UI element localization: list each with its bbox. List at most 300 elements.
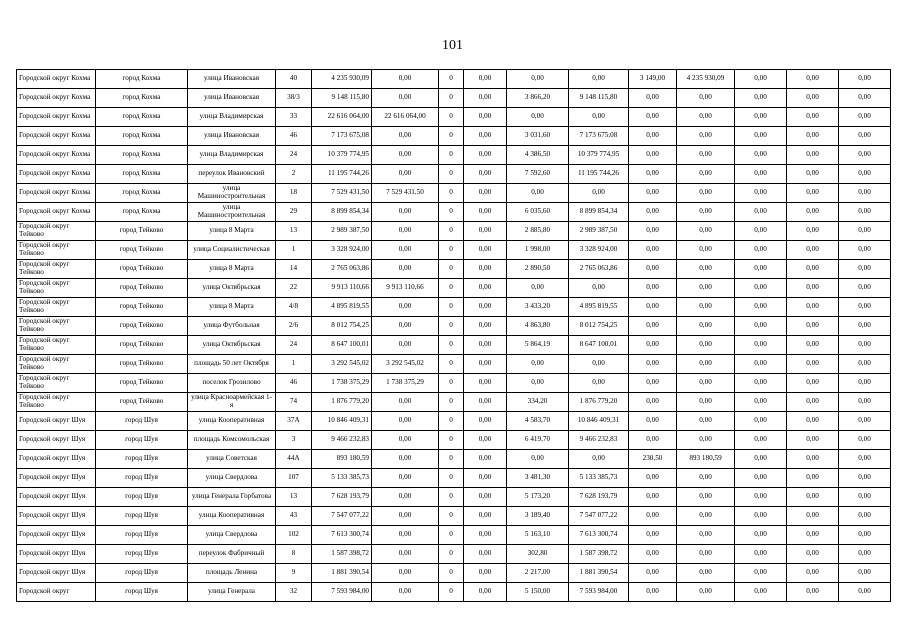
cell-cost-col-6: 7 613 300,74 [569, 526, 629, 545]
table-row [17, 279, 891, 298]
housing-repair-table [16, 69, 891, 602]
cell-area-col: 3 481,30 [507, 469, 569, 488]
cell-cost-col-9: 0,00 [735, 241, 787, 260]
cell-cost-col-4: 0,00 [464, 488, 507, 507]
cell-cost-col-4: 0,00 [464, 165, 507, 184]
table-row [17, 127, 891, 146]
cell-cost-col-2: 0,00 [372, 393, 439, 412]
cell-cost-col-9: 0,00 [735, 412, 787, 431]
cell-cost-col-2: 0,00 [372, 526, 439, 545]
cell-cost-col-6: 8 012 754,25 [569, 317, 629, 336]
cell-cost-col-9: 0,00 [735, 355, 787, 374]
table-row [17, 450, 891, 469]
cell-cost-col-10: 0,00 [787, 564, 839, 583]
cell-settlement: город Кохма [96, 165, 188, 184]
cell-street: улица 8 Марта [188, 222, 276, 241]
cell-street: улица Ивановская [188, 70, 276, 89]
table-row [17, 374, 891, 393]
cell-cost-col-9: 0,00 [735, 184, 787, 203]
table-row [17, 355, 891, 374]
cell-cost-col-8: 0,00 [677, 336, 735, 355]
cell-cost-col-10: 0,00 [787, 89, 839, 108]
cell-house-number: 74 [276, 393, 312, 412]
cell-cost-col-11: 0,00 [839, 526, 891, 545]
cell-settlement: город Кохма [96, 108, 188, 127]
table-row [17, 412, 891, 431]
cell-area-col: 0,00 [507, 355, 569, 374]
cell-house-number: 2/6 [276, 317, 312, 336]
cell-cost-col-2: 0,00 [372, 336, 439, 355]
cell-district: Городской округ Шуя [17, 431, 96, 450]
cell-cost-col-10: 0,00 [787, 583, 839, 602]
cell-cost-col-8: 0,00 [677, 165, 735, 184]
cell-area-col: 5 173,20 [507, 488, 569, 507]
cell-house-number: 107 [276, 469, 312, 488]
cell-cost-col-9: 0,00 [735, 374, 787, 393]
cell-district: Городской округ Тейково [17, 355, 96, 374]
cell-count-col: 0 [439, 488, 464, 507]
cell-cost-col-2: 0,00 [372, 222, 439, 241]
table-row [17, 507, 891, 526]
cell-cost-col-2: 0,00 [372, 317, 439, 336]
cell-total-cost: 2 989 387,50 [312, 222, 372, 241]
cell-area-col: 0,00 [507, 450, 569, 469]
cell-area-col-2: 0,00 [629, 526, 677, 545]
cell-house-number: 43 [276, 507, 312, 526]
cell-cost-col-2: 22 616 064,00 [372, 108, 439, 127]
cell-cost-col-4: 0,00 [464, 355, 507, 374]
cell-cost-col-8: 0,00 [677, 298, 735, 317]
cell-cost-col-11: 0,00 [839, 203, 891, 222]
cell-area-col: 5 150,00 [507, 583, 569, 602]
cell-cost-col-11: 0,00 [839, 583, 891, 602]
cell-cost-col-10: 0,00 [787, 355, 839, 374]
table-row [17, 298, 891, 317]
cell-district: Городской округ Шуя [17, 412, 96, 431]
cell-cost-col-11: 0,00 [839, 241, 891, 260]
cell-street: улица Ивановская [188, 89, 276, 108]
cell-cost-col-2: 0,00 [372, 488, 439, 507]
cell-district: Городской округ Кохма [17, 165, 96, 184]
cell-house-number: 3 [276, 431, 312, 450]
cell-count-col: 0 [439, 260, 464, 279]
cell-cost-col-6: 0,00 [569, 450, 629, 469]
cell-cost-col-8: 0,00 [677, 127, 735, 146]
cell-cost-col-6: 4 895 819,55 [569, 298, 629, 317]
cell-cost-col-6: 2 989 387,50 [569, 222, 629, 241]
cell-cost-col-4: 0,00 [464, 450, 507, 469]
cell-cost-col-9: 0,00 [735, 469, 787, 488]
cell-cost-col-8: 0,00 [677, 184, 735, 203]
cell-district: Городской округ Тейково [17, 336, 96, 355]
cell-cost-col-11: 0,00 [839, 488, 891, 507]
cell-cost-col-8: 0,00 [677, 317, 735, 336]
cell-cost-col-2: 0,00 [372, 203, 439, 222]
cell-total-cost: 1 738 375,29 [312, 374, 372, 393]
cell-cost-col-6: 0,00 [569, 279, 629, 298]
cell-cost-col-4: 0,00 [464, 184, 507, 203]
cell-cost-col-11: 0,00 [839, 89, 891, 108]
cell-cost-col-2: 0,00 [372, 507, 439, 526]
cell-count-col: 0 [439, 564, 464, 583]
cell-cost-col-9: 0,00 [735, 222, 787, 241]
cell-cost-col-4: 0,00 [464, 526, 507, 545]
cell-street: улица Футбольная [188, 317, 276, 336]
cell-total-cost: 1 881 390,54 [312, 564, 372, 583]
cell-area-col: 0,00 [507, 108, 569, 127]
cell-cost-col-2: 9 913 110,66 [372, 279, 439, 298]
cell-house-number: 9 [276, 564, 312, 583]
cell-house-number: 24 [276, 146, 312, 165]
cell-count-col: 0 [439, 70, 464, 89]
cell-cost-col-11: 0,00 [839, 165, 891, 184]
cell-count-col: 0 [439, 317, 464, 336]
cell-street: площадь Комсомольская [188, 431, 276, 450]
cell-cost-col-11: 0,00 [839, 355, 891, 374]
cell-total-cost: 7 529 431,50 [312, 184, 372, 203]
cell-area-col-2: 0,00 [629, 564, 677, 583]
cell-area-col-2: 0,00 [629, 146, 677, 165]
cell-total-cost: 8 647 100,01 [312, 336, 372, 355]
table-row [17, 89, 891, 108]
cell-cost-col-11: 0,00 [839, 450, 891, 469]
cell-area-col: 6 035,60 [507, 203, 569, 222]
cell-cost-col-6: 7 547 077,22 [569, 507, 629, 526]
cell-district: Городской округ Кохма [17, 146, 96, 165]
table-row [17, 260, 891, 279]
cell-cost-col-6: 0,00 [569, 374, 629, 393]
cell-house-number: 1 [276, 355, 312, 374]
cell-cost-col-4: 0,00 [464, 241, 507, 260]
cell-cost-col-6: 10 846 409,31 [569, 412, 629, 431]
cell-cost-col-4: 0,00 [464, 279, 507, 298]
cell-cost-col-9: 0,00 [735, 564, 787, 583]
cell-street: поселок Грозилово [188, 374, 276, 393]
cell-cost-col-4: 0,00 [464, 583, 507, 602]
cell-district: Городской округ Шуя [17, 450, 96, 469]
cell-settlement: город Тейково [96, 260, 188, 279]
cell-cost-col-8: 0,00 [677, 431, 735, 450]
cell-district: Городской округ Тейково [17, 374, 96, 393]
cell-cost-col-8: 0,00 [677, 564, 735, 583]
cell-street: улица Ивановская [188, 127, 276, 146]
cell-total-cost: 11 195 744,26 [312, 165, 372, 184]
cell-area-col: 4 863,80 [507, 317, 569, 336]
cell-area-col-2: 0,00 [629, 165, 677, 184]
cell-cost-col-11: 0,00 [839, 374, 891, 393]
cell-area-col-2: 0,00 [629, 317, 677, 336]
cell-count-col: 0 [439, 583, 464, 602]
cell-street: улица Генерала Горбатова [188, 488, 276, 507]
cell-cost-col-11: 0,00 [839, 412, 891, 431]
cell-cost-col-9: 0,00 [735, 89, 787, 108]
cell-cost-col-6: 9 466 232,83 [569, 431, 629, 450]
cell-cost-col-10: 0,00 [787, 108, 839, 127]
cell-district: Городской округ Кохма [17, 203, 96, 222]
cell-cost-col-11: 0,00 [839, 469, 891, 488]
cell-cost-col-2: 0,00 [372, 431, 439, 450]
cell-cost-col-11: 0,00 [839, 564, 891, 583]
cell-cost-col-2: 0,00 [372, 241, 439, 260]
cell-cost-col-6: 5 133 385,73 [569, 469, 629, 488]
cell-settlement: город Кохма [96, 203, 188, 222]
cell-area-col-2: 0,00 [629, 298, 677, 317]
cell-count-col: 0 [439, 450, 464, 469]
cell-cost-col-6: 1 881 390,54 [569, 564, 629, 583]
table-row [17, 469, 891, 488]
cell-settlement: город Кохма [96, 70, 188, 89]
cell-cost-col-2: 0,00 [372, 260, 439, 279]
table-row [17, 336, 891, 355]
cell-area-col: 2 890,50 [507, 260, 569, 279]
cell-cost-col-9: 0,00 [735, 203, 787, 222]
cell-area-col-2: 0,00 [629, 545, 677, 564]
cell-area-col: 0,00 [507, 279, 569, 298]
cell-cost-col-6: 7 628 193,79 [569, 488, 629, 507]
cell-settlement: город Шуя [96, 564, 188, 583]
cell-count-col: 0 [439, 393, 464, 412]
cell-district: Городской округ Тейково [17, 279, 96, 298]
cell-cost-col-6: 8 647 100,01 [569, 336, 629, 355]
cell-cost-col-9: 0,00 [735, 526, 787, 545]
cell-settlement: город Кохма [96, 89, 188, 108]
cell-house-number: 13 [276, 488, 312, 507]
cell-settlement: город Шуя [96, 469, 188, 488]
cell-cost-col-6: 8 899 854,34 [569, 203, 629, 222]
cell-area-col-2: 0,00 [629, 108, 677, 127]
cell-district: Городской округ Кохма [17, 127, 96, 146]
cell-house-number: 32 [276, 583, 312, 602]
cell-cost-col-8: 0,00 [677, 203, 735, 222]
cell-settlement: город Шуя [96, 412, 188, 431]
cell-settlement: город Тейково [96, 279, 188, 298]
cell-street: переулок Ивановский [188, 165, 276, 184]
cell-cost-col-9: 0,00 [735, 279, 787, 298]
cell-cost-col-6: 0,00 [569, 355, 629, 374]
cell-house-number: 33 [276, 108, 312, 127]
cell-cost-col-2: 0,00 [372, 89, 439, 108]
cell-count-col: 0 [439, 184, 464, 203]
cell-count-col: 0 [439, 241, 464, 260]
cell-area-col: 3 433,20 [507, 298, 569, 317]
cell-area-col-2: 0,00 [629, 374, 677, 393]
cell-house-number: 44А [276, 450, 312, 469]
cell-cost-col-4: 0,00 [464, 545, 507, 564]
cell-area-col-2: 0,00 [629, 507, 677, 526]
cell-street: улица 8 Марта [188, 260, 276, 279]
cell-settlement: город Кохма [96, 127, 188, 146]
cell-cost-col-8: 4 235 930,09 [677, 70, 735, 89]
cell-cost-col-10: 0,00 [787, 469, 839, 488]
cell-cost-col-6: 10 379 774,95 [569, 146, 629, 165]
cell-cost-col-4: 0,00 [464, 564, 507, 583]
cell-count-col: 0 [439, 412, 464, 431]
table-row [17, 222, 891, 241]
cell-cost-col-11: 0,00 [839, 317, 891, 336]
cell-cost-col-8: 0,00 [677, 355, 735, 374]
cell-house-number: 37А [276, 412, 312, 431]
cell-area-col: 1 998,00 [507, 241, 569, 260]
cell-area-col-2: 0,00 [629, 393, 677, 412]
cell-area-col: 6 419,70 [507, 431, 569, 450]
cell-cost-col-4: 0,00 [464, 108, 507, 127]
cell-cost-col-10: 0,00 [787, 393, 839, 412]
cell-district: Городской округ Тейково [17, 298, 96, 317]
cell-cost-col-2: 0,00 [372, 545, 439, 564]
cell-count-col: 0 [439, 279, 464, 298]
cell-settlement: город Шуя [96, 526, 188, 545]
cell-cost-col-8: 0,00 [677, 89, 735, 108]
cell-area-col: 3 866,20 [507, 89, 569, 108]
cell-area-col: 0,00 [507, 184, 569, 203]
cell-house-number: 38/3 [276, 89, 312, 108]
cell-cost-col-8: 893 180,59 [677, 450, 735, 469]
cell-settlement: город Шуя [96, 450, 188, 469]
cell-district: Городской округ Тейково [17, 260, 96, 279]
cell-total-cost: 1 587 398,72 [312, 545, 372, 564]
cell-district: Городской округ Кохма [17, 184, 96, 203]
cell-count-col: 0 [439, 507, 464, 526]
cell-total-cost: 7 173 675,08 [312, 127, 372, 146]
cell-settlement: город Шуя [96, 507, 188, 526]
cell-cost-col-6: 0,00 [569, 70, 629, 89]
page-number: 101 [442, 38, 463, 53]
cell-district: Городской округ Кохма [17, 70, 96, 89]
cell-cost-col-10: 0,00 [787, 241, 839, 260]
cell-area-col-2: 0,00 [629, 184, 677, 203]
cell-cost-col-8: 0,00 [677, 545, 735, 564]
cell-cost-col-6: 11 195 744,26 [569, 165, 629, 184]
cell-total-cost: 10 379 774,95 [312, 146, 372, 165]
cell-street: улица Машиностроительная [188, 184, 276, 203]
cell-count-col: 0 [439, 165, 464, 184]
cell-cost-col-11: 0,00 [839, 127, 891, 146]
cell-cost-col-6: 7 593 984,00 [569, 583, 629, 602]
cell-count-col: 0 [439, 469, 464, 488]
cell-cost-col-6: 2 765 063,86 [569, 260, 629, 279]
cell-count-col: 0 [439, 336, 464, 355]
cell-cost-col-4: 0,00 [464, 222, 507, 241]
cell-settlement: город Тейково [96, 317, 188, 336]
cell-count-col: 0 [439, 526, 464, 545]
cell-cost-col-6: 1 587 398,72 [569, 545, 629, 564]
cell-area-col: 5 864,19 [507, 336, 569, 355]
cell-house-number: 8 [276, 545, 312, 564]
cell-cost-col-4: 0,00 [464, 127, 507, 146]
cell-cost-col-4: 0,00 [464, 203, 507, 222]
cell-count-col: 0 [439, 127, 464, 146]
cell-house-number: 24 [276, 336, 312, 355]
cell-area-col: 4 386,50 [507, 146, 569, 165]
cell-cost-col-10: 0,00 [787, 336, 839, 355]
cell-cost-col-8: 0,00 [677, 241, 735, 260]
cell-count-col: 0 [439, 298, 464, 317]
cell-settlement: город Тейково [96, 241, 188, 260]
cell-cost-col-8: 0,00 [677, 583, 735, 602]
cell-cost-col-8: 0,00 [677, 146, 735, 165]
cell-street: улица Октябрьская [188, 336, 276, 355]
cell-total-cost: 2 765 063,86 [312, 260, 372, 279]
cell-cost-col-2: 0,00 [372, 583, 439, 602]
cell-cost-col-2: 0,00 [372, 127, 439, 146]
cell-total-cost: 3 328 924,00 [312, 241, 372, 260]
cell-house-number: 4/8 [276, 298, 312, 317]
cell-area-col: 3 031,60 [507, 127, 569, 146]
cell-cost-col-4: 0,00 [464, 431, 507, 450]
cell-total-cost: 4 235 930,09 [312, 70, 372, 89]
cell-house-number: 13 [276, 222, 312, 241]
cell-cost-col-4: 0,00 [464, 260, 507, 279]
cell-cost-col-2: 0,00 [372, 165, 439, 184]
cell-cost-col-8: 0,00 [677, 108, 735, 127]
cell-district: Городской округ Тейково [17, 393, 96, 412]
cell-cost-col-10: 0,00 [787, 412, 839, 431]
cell-cost-col-10: 0,00 [787, 260, 839, 279]
cell-settlement: город Тейково [96, 374, 188, 393]
cell-cost-col-9: 0,00 [735, 450, 787, 469]
cell-cost-col-4: 0,00 [464, 393, 507, 412]
cell-cost-col-10: 0,00 [787, 279, 839, 298]
cell-area-col-2: 0,00 [629, 355, 677, 374]
cell-area-col: 302,80 [507, 545, 569, 564]
cell-area-col-2: 230,50 [629, 450, 677, 469]
cell-cost-col-9: 0,00 [735, 260, 787, 279]
table-row [17, 165, 891, 184]
cell-total-cost: 7 613 300,74 [312, 526, 372, 545]
cell-cost-col-4: 0,00 [464, 469, 507, 488]
cell-area-col-2: 0,00 [629, 89, 677, 108]
cell-total-cost: 9 148 115,80 [312, 89, 372, 108]
cell-total-cost: 8 012 754,25 [312, 317, 372, 336]
cell-total-cost: 9 913 110,66 [312, 279, 372, 298]
cell-cost-col-4: 0,00 [464, 89, 507, 108]
cell-house-number: 14 [276, 260, 312, 279]
cell-count-col: 0 [439, 146, 464, 165]
cell-area-col: 2 217,00 [507, 564, 569, 583]
cell-cost-col-11: 0,00 [839, 146, 891, 165]
table-row [17, 317, 891, 336]
cell-district: Городской округ Шуя [17, 507, 96, 526]
cell-cost-col-4: 0,00 [464, 507, 507, 526]
cell-cost-col-9: 0,00 [735, 298, 787, 317]
cell-settlement: город Тейково [96, 336, 188, 355]
cell-count-col: 0 [439, 545, 464, 564]
cell-district: Городской округ Тейково [17, 222, 96, 241]
cell-cost-col-9: 0,00 [735, 431, 787, 450]
table-row [17, 241, 891, 260]
cell-cost-col-2: 0,00 [372, 564, 439, 583]
cell-total-cost: 7 547 077,22 [312, 507, 372, 526]
cell-cost-col-9: 0,00 [735, 488, 787, 507]
cell-settlement: город Тейково [96, 298, 188, 317]
cell-cost-col-11: 0,00 [839, 260, 891, 279]
cell-street: улица Свердлова [188, 469, 276, 488]
cell-area-col: 334,20 [507, 393, 569, 412]
table-row [17, 431, 891, 450]
cell-cost-col-9: 0,00 [735, 583, 787, 602]
cell-street: переулок Фабричный [188, 545, 276, 564]
cell-cost-col-11: 0,00 [839, 431, 891, 450]
cell-cost-col-10: 0,00 [787, 488, 839, 507]
cell-cost-col-8: 0,00 [677, 222, 735, 241]
cell-cost-col-10: 0,00 [787, 70, 839, 89]
cell-cost-col-10: 0,00 [787, 526, 839, 545]
cell-count-col: 0 [439, 203, 464, 222]
cell-street: улица Владимирская [188, 108, 276, 127]
cell-area-col: 5 163,10 [507, 526, 569, 545]
cell-cost-col-11: 0,00 [839, 336, 891, 355]
cell-cost-col-4: 0,00 [464, 412, 507, 431]
